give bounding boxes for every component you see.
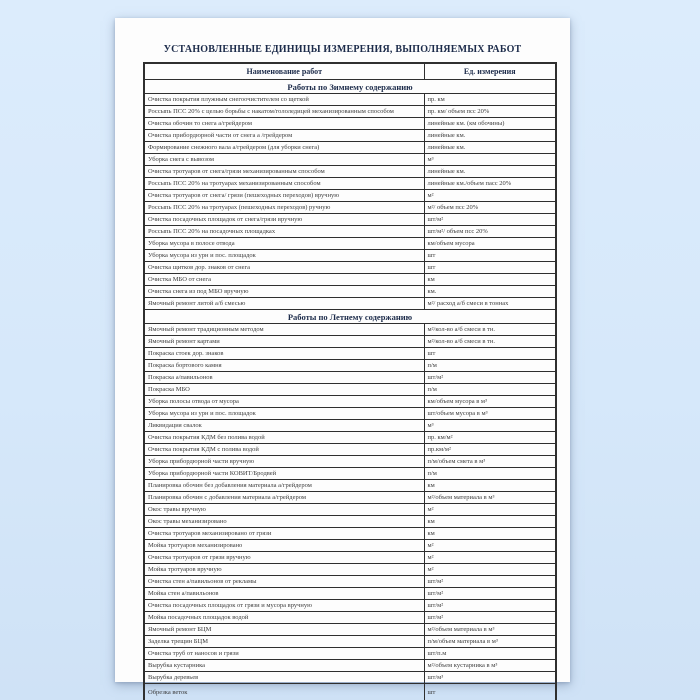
table-row (144, 348, 556, 360)
table-row (144, 274, 556, 286)
work-name-cell: Очистка труб от наносов и грязи (144, 648, 424, 660)
units-table (143, 62, 557, 700)
unit-cell: линейные км./объем пасс 20% (424, 178, 556, 190)
table-row (144, 190, 556, 202)
unit-cell: шт (424, 684, 556, 700)
work-name-cell: Уборка полосы отвода от мусора (144, 396, 424, 408)
unit-cell: шт/п.м (424, 648, 556, 660)
unit-cell: п/м (424, 360, 556, 372)
table-row (144, 286, 556, 298)
work-name-cell: Очистка щитков дор. знаков от снега (144, 262, 424, 274)
table-row (144, 576, 556, 588)
table-row (144, 648, 556, 660)
unit-cell: пр. км/м² (424, 432, 556, 444)
table-row (144, 226, 556, 238)
work-name-cell: Россыпь ПСС 20% с целью борьбы с накатом/гололедицей механизированным способом (144, 106, 424, 118)
unit-cell: км (424, 528, 556, 540)
work-name-cell: Вырубка деревьев (144, 672, 424, 684)
unit-cell: п/м/объем материала в м³ (424, 636, 556, 648)
unit-cell: шт/м² (424, 588, 556, 600)
work-name-cell: Окос травы вручную (144, 504, 424, 516)
work-name-cell: Уборка мусора в полосе отвода (144, 238, 424, 250)
table-row (144, 420, 556, 432)
unit-cell: м³ (424, 420, 556, 432)
table-row (144, 166, 556, 178)
work-name-cell: Очистка МБО от снега (144, 274, 424, 286)
work-name-cell: Ямочный ремонт литой а/б смесью (144, 298, 424, 310)
table-row (144, 552, 556, 564)
unit-cell: м²/кол-во а/б смеси в тн. (424, 336, 556, 348)
work-name-cell: Окос травы механизировано (144, 516, 424, 528)
work-name-cell: Мойка тротуаров механизировано (144, 540, 424, 552)
unit-cell: м²/объем материала в м³ (424, 624, 556, 636)
table-row (144, 672, 556, 684)
work-name-cell: Очистка посадочных площадок от снега/грязи вручную (144, 214, 424, 226)
unit-cell: км (424, 516, 556, 528)
work-name-cell: Очистка тротуаров от снега/грязи механизированным способом (144, 166, 424, 178)
table-row (144, 432, 556, 444)
page-title: УСТАНОВЛЕННЫЕ ЕДИНИЦЫ ИЗМЕРЕНИЯ, ВЫПОЛНЯЕМЫХ РАБОТ (163, 44, 522, 55)
unit-cell: м²/ объем псс 20% (424, 202, 556, 214)
unit-cell: линейные км. (км обочины) (424, 118, 556, 130)
unit-cell: м² (424, 504, 556, 516)
table-row (144, 624, 556, 636)
section-header-row (144, 80, 556, 94)
unit-cell: м²/кол-во а/б смеси в тн. (424, 324, 556, 336)
work-name-cell: Уборка мусора из урн и пос. площадок (144, 250, 424, 262)
work-name-cell: Очистка тротуаров от грязи вручную (144, 552, 424, 564)
table-row (144, 528, 556, 540)
section-header-label: Работы по Зимнему содержанию (144, 80, 556, 94)
unit-cell: п/м (424, 384, 556, 396)
work-name-cell: Мойка стен а/павильонов (144, 588, 424, 600)
table-row (144, 408, 556, 420)
table-row (144, 298, 556, 310)
unit-cell: м² (424, 190, 556, 202)
table-row (144, 118, 556, 130)
work-name-cell: Покраска МБО (144, 384, 424, 396)
work-name-cell: Покраска бортового камня (144, 360, 424, 372)
work-name-cell: Очистка покрытия плужным снегоочистителем со щеткой (144, 94, 424, 106)
unit-cell: пр.км/м² (424, 444, 556, 456)
table-row (144, 540, 556, 552)
work-name-cell: Очистка покрытия КДМ с полива водой (144, 444, 424, 456)
unit-cell: км/объем мусора в м³ (424, 396, 556, 408)
work-name-cell: Вырубка кустарника (144, 660, 424, 672)
work-name-cell: Очистка тротуаров механизировано от грязи (144, 528, 424, 540)
unit-cell: м²/объем материала в м³ (424, 492, 556, 504)
table-row (144, 336, 556, 348)
table-row (144, 360, 556, 372)
table-row (144, 612, 556, 624)
work-name-cell: Формирование снежного вала а/грейдером (для уборки снега) (144, 142, 424, 154)
unit-cell: шт/м²/ объем псс 20% (424, 226, 556, 238)
unit-cell: м²/ расход а/б смеси в тоннах (424, 298, 556, 310)
work-name-cell: Мойка тротуаров вручную (144, 564, 424, 576)
table-row (144, 106, 556, 118)
unit-cell: линейные км. (424, 142, 556, 154)
table-row (144, 480, 556, 492)
unit-cell: км. (424, 286, 556, 298)
table-row (144, 636, 556, 648)
table-row (144, 588, 556, 600)
table-row (144, 384, 556, 396)
work-name-cell: Ликвидация свалок (144, 420, 424, 432)
unit-cell: шт/объем мусора в м³ (424, 408, 556, 420)
work-name-cell: Ямочный ремонт картами (144, 336, 424, 348)
table-row (144, 456, 556, 468)
table-row (144, 250, 556, 262)
work-name-cell: Очистка прибордюрной части от снега а /грейдером (144, 130, 424, 142)
work-name-cell: Уборка снега с вывозом (144, 154, 424, 166)
unit-cell: шт (424, 348, 556, 360)
work-name-cell: Очистка стен а/павильонов от рекламы (144, 576, 424, 588)
unit-cell: пр. км (424, 94, 556, 106)
unit-cell: м² (424, 552, 556, 564)
table-row (144, 600, 556, 612)
unit-cell: м²/объем кустарника в м³ (424, 660, 556, 672)
table-header-row (144, 63, 556, 80)
section-header-label: Работы по Летнему содержанию (144, 310, 556, 324)
unit-cell: п/м (424, 468, 556, 480)
unit-cell: км/объем мусора (424, 238, 556, 250)
work-name-cell: Уборка прибордюрной части вручную (144, 456, 424, 468)
unit-cell: п/м/объем смета в м³ (424, 456, 556, 468)
unit-cell: шт (424, 250, 556, 262)
work-name-cell: Планировка обочин без добавления материала а/грейдером (144, 480, 424, 492)
unit-cell: шт/м² (424, 600, 556, 612)
table-row (144, 468, 556, 480)
table-row (144, 504, 556, 516)
table-row (144, 94, 556, 106)
table-row (144, 130, 556, 142)
unit-cell: шт/м² (424, 214, 556, 226)
work-name-cell: Уборка мусора из урн и пос. площадок (144, 408, 424, 420)
table-row (144, 516, 556, 528)
work-name-cell: Уборка прибордюрной части КОВИТ/Бродвей (144, 468, 424, 480)
table-row (144, 154, 556, 166)
work-name-cell: Обрезка веток (144, 684, 424, 700)
document-page (115, 18, 570, 696)
unit-cell: км (424, 480, 556, 492)
work-name-cell: Очистка обочин то снега а/грейдером (144, 118, 424, 130)
unit-cell: линейные км. (424, 130, 556, 142)
table-row (144, 564, 556, 576)
unit-cell: м³ (424, 154, 556, 166)
table-row (144, 324, 556, 336)
section-header-row (144, 310, 556, 324)
work-name-cell: Очистка покрытия КДМ без полива водой (144, 432, 424, 444)
table-row (144, 684, 556, 700)
unit-cell: м² (424, 540, 556, 552)
table-body (144, 80, 556, 700)
work-name-cell: Ямочный ремонт традиционным методом (144, 324, 424, 336)
work-name-cell: Покраска а/павильонов (144, 372, 424, 384)
table-row (144, 444, 556, 456)
work-name-cell: Очистка тротуаров от снега/ грязи (пешеходных переходов) вручную (144, 190, 424, 202)
table-row (144, 492, 556, 504)
work-name-cell: Заделка трещин БЦМ (144, 636, 424, 648)
column-header-work-name: Наименование работ (144, 63, 424, 80)
table-row (144, 142, 556, 154)
unit-cell: линейные км. (424, 166, 556, 178)
unit-cell: шт/м³ (424, 672, 556, 684)
work-name-cell: Планировка обочин с добавления материала а/грейдером (144, 492, 424, 504)
work-name-cell: Ямочный ремонт БЦМ (144, 624, 424, 636)
table-row (144, 178, 556, 190)
work-name-cell: Очистка снега из под МБО вручную (144, 286, 424, 298)
unit-cell: м² (424, 564, 556, 576)
table-row (144, 214, 556, 226)
work-name-cell: Россыпь ПСС 20% на тротуарах (пешеходных переходов) ручную (144, 202, 424, 214)
table-row (144, 238, 556, 250)
work-name-cell: Россыпь ПСС 20% на посадочных площадках (144, 226, 424, 238)
table-row (144, 396, 556, 408)
unit-cell: шт/м² (424, 612, 556, 624)
work-name-cell: Россыпь ПСС 20% на тротуарах механизированным способом (144, 178, 424, 190)
table-row (144, 262, 556, 274)
unit-cell: шт (424, 262, 556, 274)
work-name-cell: Очистка посадочных площадок от грязи и мусора вручную (144, 600, 424, 612)
unit-cell: шт/м² (424, 576, 556, 588)
table-row (144, 372, 556, 384)
table-row (144, 202, 556, 214)
work-name-cell: Покраска стоек дор. знаков (144, 348, 424, 360)
unit-cell: шт/м² (424, 372, 556, 384)
unit-cell: пр. км/ объем псс 20% (424, 106, 556, 118)
column-header-unit: Ед. измерения (424, 63, 556, 80)
unit-cell: км (424, 274, 556, 286)
work-name-cell: Мойка посадочных площадок водой (144, 612, 424, 624)
table-row (144, 660, 556, 672)
